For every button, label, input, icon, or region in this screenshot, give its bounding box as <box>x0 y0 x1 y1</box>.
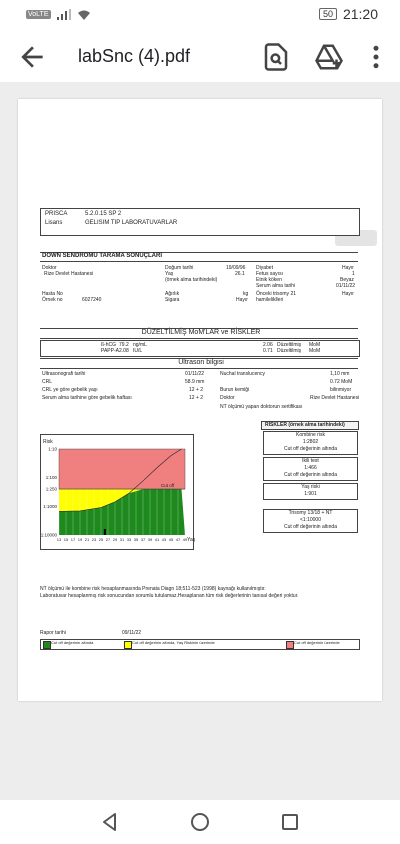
nt-note: NT ölçümü yapan doktorun sertifikası <box>220 404 303 410</box>
mom-mom-unit: MoM <box>309 342 321 348</box>
hamilelik-label: hamileliklleri <box>256 297 284 303</box>
us-label2: Doktor <box>220 395 235 401</box>
diyabet-label: Diyabet <box>256 265 273 271</box>
risk-title: Trisomy 13/18 + NT <box>288 510 333 516</box>
us-value2: 1,10 mm <box>330 371 350 377</box>
chart-x-tick: 39 <box>147 537 153 542</box>
ultrasound-info <box>40 371 358 415</box>
risk-box <box>263 509 358 533</box>
volte-badge: VoLTE <box>28 11 49 18</box>
legend-label: Cut off değerinin üzerinde <box>294 640 340 645</box>
mom-title: DÜZELTİLMİŞ MoM'LAR ve RİSKLER <box>141 329 261 336</box>
chart-x-label: Yaş <box>187 537 196 543</box>
clock: 21:20 <box>342 6 378 22</box>
us-value: 01/11/22 <box>185 371 205 377</box>
dogum-value: 19/09/96 <box>226 265 246 271</box>
chart-y-label: Risk <box>43 439 53 445</box>
risk-value: 1:466 <box>304 465 317 471</box>
report-header <box>40 252 358 262</box>
mom-mom: 0.71 <box>263 348 273 354</box>
ornek-no-label: Örnek no <box>42 297 63 303</box>
risk-title: Yaş riski <box>301 484 320 490</box>
risk-title: Kombine risk <box>296 432 325 438</box>
risk-box-content <box>264 458 357 479</box>
chart-x-tick: 33 <box>126 537 132 542</box>
yas-value: 26.1 <box>235 271 245 277</box>
license-value: GELISIM TIP LABORATUVARLAR <box>85 220 178 226</box>
trisomi-value: Hayır <box>342 291 354 297</box>
legend <box>40 639 360 650</box>
chart-x-tick: 45 <box>168 537 174 542</box>
us-label: CRL ye göre gebelik yaşı <box>42 387 98 393</box>
find-in-page-icon[interactable] <box>261 42 291 72</box>
ultrasound-title: Ultrason bilgisi <box>178 359 224 366</box>
risk-chart <box>40 435 196 549</box>
software-version: 5.2.0.15 SP 2 <box>85 211 122 217</box>
risk-chart-box <box>40 434 194 550</box>
rapor-value: 09/11/22 <box>122 630 142 636</box>
fetus-value: 1 <box>352 271 355 277</box>
software-box <box>40 208 360 236</box>
chart-y-tick: 1:10 <box>48 446 57 452</box>
arrow-left-icon[interactable] <box>16 41 48 73</box>
us-value2: Rize Devlet Hastanesi <box>310 395 360 401</box>
mom-mom: 2.06 <box>263 342 273 348</box>
chart-patient-marker <box>104 529 106 535</box>
risk-box-content <box>264 484 357 498</box>
mom-value: 2.08 <box>119 348 129 354</box>
legend-swatch-green <box>43 641 51 649</box>
doktor-value: Rize Devlet Hastanesi <box>44 271 94 277</box>
risk-box-content <box>264 432 357 453</box>
mom-unit: ng/mL <box>133 342 147 348</box>
chart-x-tick: 49 <box>182 537 188 542</box>
dogum-label: Doğum tarihi <box>165 265 194 271</box>
risks-header <box>261 421 359 430</box>
chart-y-tick: 1:1000 <box>43 503 57 509</box>
risk-value: 1:901 <box>304 491 317 497</box>
us-value: 12 + 2 <box>189 387 204 393</box>
chart-x-tick: 43 <box>161 537 167 542</box>
etnik-label: Etnik köken <box>256 277 282 283</box>
doktor-label: Doktor <box>42 265 57 271</box>
rapor-label: Rapor tarihi <box>40 630 66 636</box>
chart-x-tick: 21 <box>84 537 90 542</box>
chart-x-tick: 47 <box>175 537 181 542</box>
fetus-label: Fetus sayısı <box>256 271 283 277</box>
us-label2: Burun kemiği <box>220 387 250 393</box>
risks-title: RİSKLER (örnek alma tarihindeki) <box>265 422 345 428</box>
us-value2: 0.72 MoM <box>330 379 353 385</box>
software-label: PRISCA <box>45 211 68 217</box>
add-to-drive-icon[interactable] <box>314 42 344 72</box>
mom-value: 79.2 <box>119 342 129 348</box>
footnote-2: Laboratuvar hesaplanmış risk sonucundan sorumlu tutulamaz.Hesaplanan tüm risk değerlerinin tanısal değeri yoktur. <box>40 593 299 599</box>
recents-nav-icon[interactable] <box>280 812 300 832</box>
trisomi-label: Önceki trisomy 21 <box>256 291 297 297</box>
ornek-no-value: 6027240 <box>82 297 102 303</box>
legend-swatch-yellow <box>124 641 132 649</box>
sigara-value: Hayır <box>236 297 248 303</box>
risk-box <box>263 483 358 500</box>
diyabet-value: Hayır <box>342 265 354 271</box>
us-value: 12 + 2 <box>189 395 204 401</box>
system-nav-bar <box>0 800 400 844</box>
license-label: Lisans <box>45 220 63 226</box>
chart-x-tick: 35 <box>133 537 139 542</box>
chart-x-tick: 41 <box>154 537 160 542</box>
chart-x-tick: 25 <box>98 537 104 542</box>
chart-y-tick: 1:10000 <box>40 532 57 538</box>
risk-box <box>263 457 358 481</box>
risks-panel <box>261 421 359 551</box>
wifi-icon <box>77 9 91 20</box>
us-label: Ultrasonografi tarihi <box>42 371 86 377</box>
us-label2: Nuchal translucency <box>220 371 266 377</box>
mom-mom-label: Düzeltilmiş <box>277 342 302 348</box>
chart-x-tick: 31 <box>119 537 125 542</box>
ornek-alma-label: (örnek alma tarihindeki) <box>165 277 218 283</box>
risk-note: Cut off değerinin altında <box>283 472 337 478</box>
us-value: 58.9 mm <box>185 379 205 385</box>
chart-x-tick: 19 <box>77 537 83 542</box>
risk-box <box>263 431 358 455</box>
chart-x-tick: 15 <box>63 537 69 542</box>
legend-swatch-red <box>286 641 294 649</box>
mom-mom-label: Düzeltilmiş <box>277 348 302 354</box>
mom-table <box>40 340 360 357</box>
chart-x-tick: 27 <box>105 537 111 542</box>
document-title: labSnc (4).pdf <box>78 46 191 66</box>
us-value2: bilinmiyor <box>330 387 352 393</box>
footnote-1: NT ölçümü ile kombine risk hesaplanmasında Prenata Diagn 18;511-523 (1998) kaynağı kullanılmıştır. <box>40 586 266 592</box>
legend-label: Cut off değerinin altında, Yaş Riskinin üzerinde <box>132 640 215 645</box>
us-label: CRL <box>42 379 53 385</box>
report-title: DOWN SENDROMU TARAMA SONUÇLARI <box>42 253 162 259</box>
serum-value: 01/11/22 <box>336 283 356 289</box>
us-label: Serum alma tarihine göre gebelik haftası <box>42 395 132 401</box>
chart-y-tick: 1:250 <box>45 486 57 492</box>
chart-cutoff-label: Cut off <box>161 483 175 489</box>
legend-label: Cut off değerinin altında <box>51 640 94 645</box>
chart-x-tick: 29 <box>112 537 118 542</box>
etnik-value: Beyaz <box>340 277 354 283</box>
chart-x-tick: 23 <box>91 537 97 542</box>
battery-icon: 50 <box>319 8 337 20</box>
mom-header <box>40 328 358 339</box>
serum-label: Serum alma tarihi <box>256 283 296 289</box>
ultrasound-header <box>40 358 358 369</box>
risk-note: Cut off değerinin altında <box>283 524 337 530</box>
back-nav-icon[interactable] <box>100 812 120 832</box>
risk-value: 1:2802 <box>302 439 319 445</box>
chart-y-tick: 1:100 <box>45 475 57 481</box>
app-bar <box>0 32 400 82</box>
home-nav-icon[interactable] <box>190 812 210 832</box>
more-vert-icon[interactable] <box>361 42 391 72</box>
yas-label: Yaş <box>165 271 174 277</box>
mom-unit: IU/L <box>133 348 143 354</box>
chart-x-tick: 13 <box>56 537 62 542</box>
patient-info <box>40 265 358 315</box>
mom-mom-unit: MoM <box>309 348 321 354</box>
risk-title: İkili test <box>302 458 319 464</box>
risk-box-content <box>264 510 357 531</box>
hasta-label: Hasta No <box>42 291 63 297</box>
chart-x-tick: 17 <box>70 537 76 542</box>
signal-icon <box>57 9 71 20</box>
risk-value: <1:10000 <box>300 517 321 523</box>
agirlik-unit: kg <box>243 291 249 297</box>
risk-note: Cut off değerinin altında <box>283 446 337 452</box>
chart-x-tick: 37 <box>140 537 146 542</box>
mom-name: ß-hCG <box>101 342 116 348</box>
status-bar <box>0 0 400 32</box>
agirlik-label: Ağırlık <box>165 291 180 297</box>
mom-name: PAPP-A <box>101 348 119 354</box>
sigara-label: Sigara <box>165 297 180 303</box>
